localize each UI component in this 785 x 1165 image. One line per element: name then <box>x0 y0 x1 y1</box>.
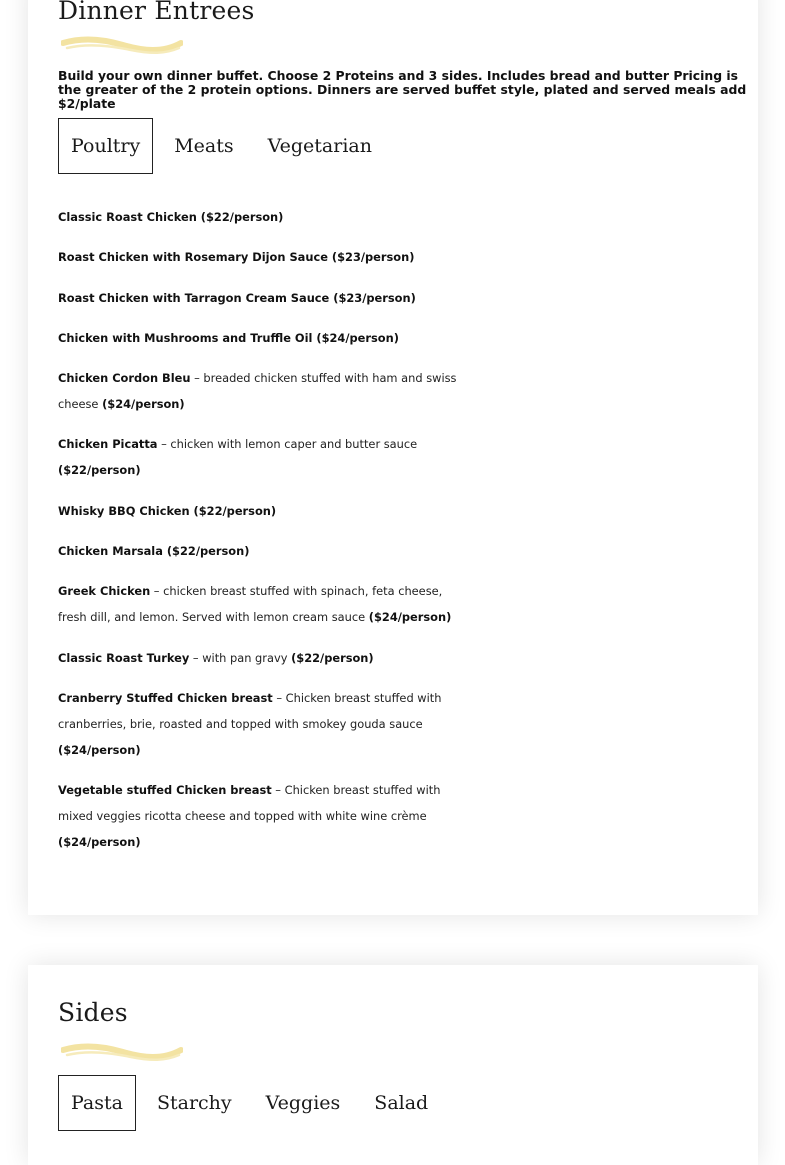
menu-item-name: Roast Chicken with Tarragon Cream Sauce ($23/person) <box>58 290 416 305</box>
menu-item-description: – Chicken breast stuffed with mixed veggies ricotta cheese and topped with white wine crème <box>58 783 441 824</box>
menu-item-description: – with pan gravy <box>189 650 292 665</box>
menu-item-name: Roast Chicken with Rosemary Dijon Sauce ($23/person) <box>58 250 415 265</box>
section-title: Sides <box>58 998 128 1027</box>
menu-item <box>58 578 473 630</box>
menu-item <box>58 777 473 855</box>
menu-item <box>58 498 473 524</box>
menu-item-price: ($24/person) <box>368 610 452 625</box>
tab-meats[interactable]: Meats <box>174 135 234 157</box>
tab-poultry[interactable]: Poultry <box>58 118 153 174</box>
menu-item-description: – Chicken breast stuffed with cranberries, brie, roasted and topped with smokey gouda sauce <box>58 690 442 731</box>
menu-item-price: ($24/person) <box>58 835 141 850</box>
menu-item <box>58 285 473 311</box>
menu-item-name: Vegetable stuffed Chicken breast <box>58 783 272 798</box>
menu-item-name: Chicken Picatta <box>58 437 158 452</box>
decorative-swoosh-icon <box>61 1041 183 1065</box>
menu-item-name: Classic Roast Chicken ($22/person) <box>58 210 284 224</box>
menu-item <box>58 685 473 763</box>
section-title: Dinner Entrees <box>58 0 255 25</box>
menu-item-name: Whisky BBQ Chicken ($22/person) <box>58 503 277 518</box>
decorative-swoosh-icon <box>61 34 183 58</box>
menu-item-name: Chicken Cordon Bleu <box>58 371 191 386</box>
menu-item <box>58 244 473 270</box>
tab-vegetarian[interactable]: Vegetarian <box>267 135 372 157</box>
menu-item-name: Greek Chicken <box>58 584 151 599</box>
menu-item <box>58 204 473 230</box>
menu-item-description: – chicken breast stuffed with spinach, feta cheese, fresh dill, and lemon. Served with lemon cream sauce <box>58 584 443 625</box>
tab-salad[interactable]: Salad <box>374 1092 429 1114</box>
sides-tabs <box>58 1075 449 1131</box>
tab-starchy[interactable]: Starchy <box>156 1092 232 1114</box>
sides-section <box>28 965 758 1165</box>
menu-item-name: Cranberry Stuffed Chicken breast <box>58 690 273 705</box>
menu-item-price: ($24/person) <box>58 742 141 757</box>
menu-item <box>58 431 473 483</box>
protein-tabs <box>58 118 393 174</box>
tab-veggies[interactable]: Veggies <box>265 1092 341 1114</box>
menu-item-name: Classic Roast Turkey <box>58 650 190 665</box>
menu-item-description: – breaded chicken stuffed with ham and swiss cheese <box>58 371 457 412</box>
menu-item-name: Chicken with Mushrooms and Truffle Oil ($24/person) <box>58 330 399 345</box>
dinner-entrees-section <box>28 0 758 915</box>
menu-item <box>58 325 473 351</box>
tab-pasta[interactable]: Pasta <box>58 1075 136 1131</box>
poultry-menu-list <box>58 204 473 870</box>
menu-item <box>58 645 473 671</box>
menu-item-price: ($22/person) <box>58 463 141 478</box>
menu-item-price: ($22/person) <box>291 650 374 665</box>
menu-item-description: – chicken with lemon caper and butter sauce <box>157 437 418 452</box>
menu-item-price: ($24/person) <box>102 397 185 412</box>
menu-item-name: Chicken Marsala ($22/person) <box>58 544 250 559</box>
menu-item <box>58 365 473 417</box>
menu-item <box>58 538 473 564</box>
buffet-intro-text: Build your own dinner buffet. Choose 2 Proteins and 3 sides. Includes bread and butter Pricing is the greater of the 2 protein options. Dinners are served buffet style, plated and served meals add $2/plate <box>58 68 747 111</box>
